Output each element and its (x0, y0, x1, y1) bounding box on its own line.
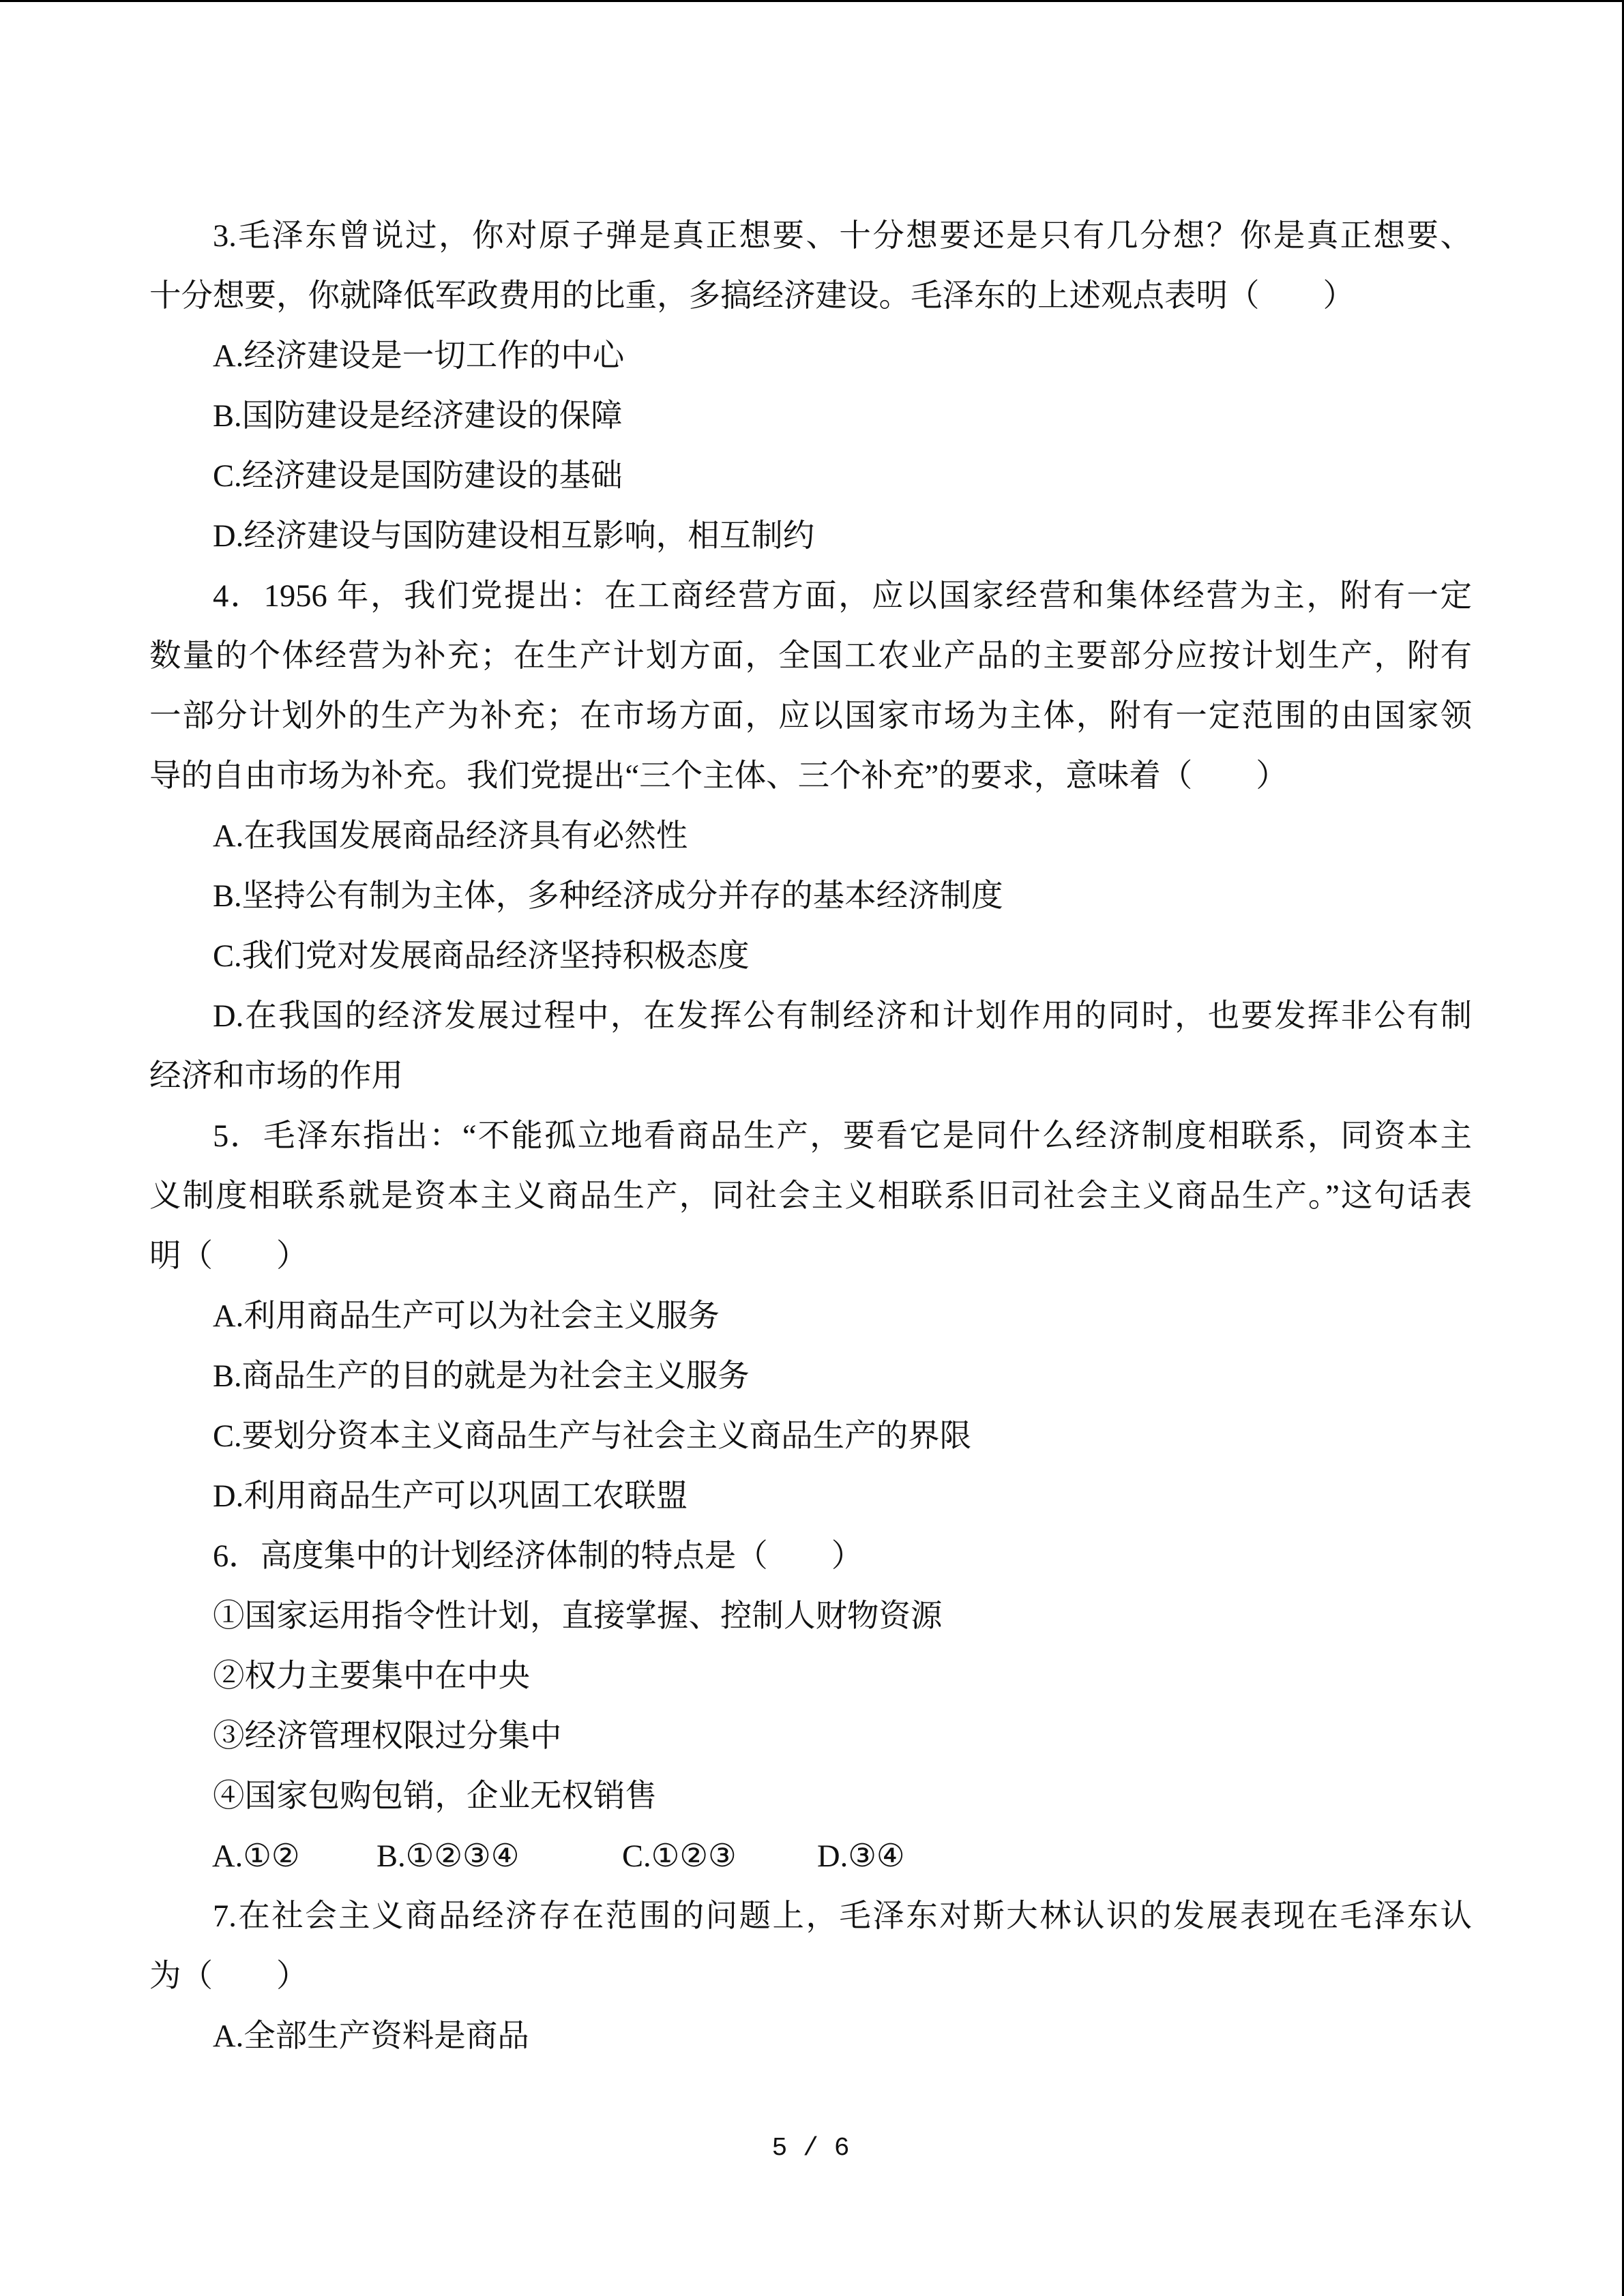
question-3-option-c: C.经济建设是国防建设的基础 (213, 459, 623, 494)
question-7-stem-line-2: 为（ ） (149, 1959, 308, 1994)
question-4-option-c: C.我们党对发展商品经济坚持积极态度 (213, 939, 750, 974)
question-4-stem-line-1: 4．1956 年，我们党提出：在工商经营方面，应以国家经营和集体经营为主，附有一定 (213, 579, 1472, 614)
question-4-option-b: B.坚持公有制为主体，多种经济成分并存的基本经济制度 (213, 879, 1003, 914)
question-4-stem-line-4: 导的自由市场为补充。我们党提出“三个主体、三个补充”的要求，意味着（ ） (149, 759, 1288, 794)
question-6-statement-2: ②权力主要集中在中央 (213, 1659, 530, 1694)
question-5-option-d: D.利用商品生产可以巩固工农联盟 (213, 1479, 688, 1514)
question-4-stem-line-3: 一部分计划外的生产为补充；在市场方面，应以国家市场为主体，附有一定范围的由国家领 (149, 699, 1472, 734)
question-7-option-a: A.全部生产资料是商品 (213, 2019, 529, 2054)
question-4-option-d-line-1: D.在我国的经济发展过程中，在发挥公有制经济和计划作用的同时，也要发挥非公有制 (213, 999, 1472, 1034)
page-content (149, 207, 1472, 2067)
question-5-stem-line-1: 5．毛泽东指出：“不能孤立地看商品生产，要看它是同什么经济制度相联系，同资本主 (213, 1119, 1472, 1154)
question-3-option-a: A.经济建设是一切工作的中心 (213, 339, 625, 374)
question-6-choice-b: B.①②③④ (377, 1839, 520, 1874)
question-5-option-b: B.商品生产的目的就是为社会主义服务 (213, 1359, 750, 1394)
question-6-choice-a: A.①② (212, 1839, 300, 1874)
question-6-choice-c: C.①②③ (622, 1839, 737, 1874)
question-5-option-a: A.利用商品生产可以为社会主义服务 (213, 1299, 720, 1334)
question-6-choices-row (149, 1827, 1472, 1887)
question-7-stem-line-1: 7.在社会主义商品经济存在范围的问题上，毛泽东对斯大林认识的发展表现在毛泽东认 (213, 1899, 1472, 1934)
question-6-stem: 6．高度集中的计划经济体制的特点是（ ） (213, 1539, 863, 1574)
question-5-stem-line-2: 义制度相联系就是资本主义商品生产，同社会主义相联系旧司社会主义商品生产。”这句话表 (149, 1179, 1472, 1214)
question-4-option-a: A.在我国发展商品经济具有必然性 (213, 819, 688, 854)
question-6-choice-d: D.③④ (817, 1839, 905, 1874)
question-3-stem-line-1: 3.毛泽东曾说过，你对原子弹是真正想要、十分想要还是只有几分想？你是真正想要、 (213, 219, 1472, 254)
question-6-statement-4: ④国家包购包销，企业无权销售 (213, 1779, 657, 1814)
question-3-option-d: D.经济建设与国防建设相互影响，相互制约 (213, 519, 815, 554)
question-3-option-b: B.国防建设是经济建设的保障 (213, 399, 623, 434)
question-5-stem-line-3: 明（ ） (149, 1239, 308, 1274)
question-4-stem-line-2: 数量的个体经营为补充；在生产计划方面，全国工农业产品的主要部分应按计划生产，附有 (149, 639, 1472, 674)
question-5-option-c: C.要划分资本主义商品生产与社会主义商品生产的界限 (213, 1419, 972, 1454)
question-4-option-d-line-2: 经济和市场的作用 (149, 1059, 403, 1094)
page-number: 5 / 6 (771, 2134, 850, 2163)
question-3-stem-line-2: 十分想要，你就降低军政费用的比重，多搞经济建设。毛泽东的上述观点表明（ ） (149, 279, 1355, 314)
question-6-statement-3: ③经济管理权限过分集中 (213, 1719, 562, 1754)
question-6-statement-1: ①国家运用指令性计划，直接掌握、控制人财物资源 (213, 1599, 943, 1634)
